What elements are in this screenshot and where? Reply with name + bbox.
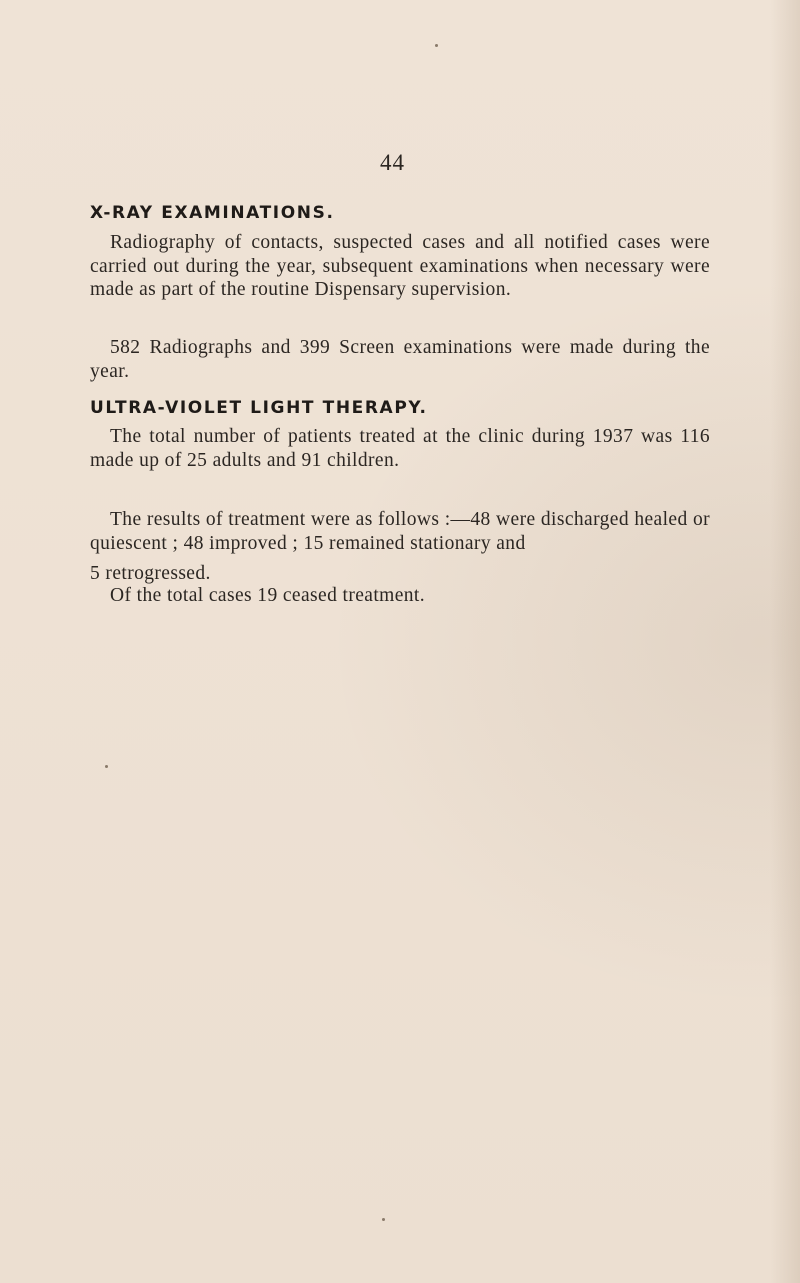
section-heading-xray: X-RAY EXAMINATIONS. <box>90 203 335 223</box>
paragraph-radiograph-count <box>90 336 710 383</box>
paragraph-radiography <box>90 231 710 302</box>
paragraph-text: 582 Radiographs and 399 Screen examinations were made during the year. <box>90 337 710 382</box>
section-heading-ultra-violet: ULTRA-VIOLET LIGHT THERAPY. <box>90 398 428 418</box>
paragraph-patients-treated <box>90 425 710 472</box>
paragraph-results <box>90 508 710 555</box>
page-edge-shadow <box>770 0 800 1283</box>
paper-speck <box>382 1218 385 1221</box>
paper-speck <box>435 44 438 47</box>
paragraph-retrogressed: 5 retrogressed. <box>90 563 211 584</box>
paragraph-text: The total number of patients treated at the clinic during 1937 was 116 made up of 25 adults and 91 children. <box>90 426 710 471</box>
paragraph-text: Radiography of contacts, suspected cases and all notified cases were carried out during the year, subsequent examinations when necessary were made as part of the routine Dispensary supervision. <box>90 232 710 300</box>
paper-speck <box>105 765 108 768</box>
paragraph-ceased-treatment: Of the total cases 19 ceased treatment. <box>110 585 426 606</box>
page-number: 44 <box>380 150 405 175</box>
paragraph-text: The results of treatment were as follows :—48 were discharged healed or quiescent ; 48 improved ; 15 remained stationary and <box>90 509 710 554</box>
